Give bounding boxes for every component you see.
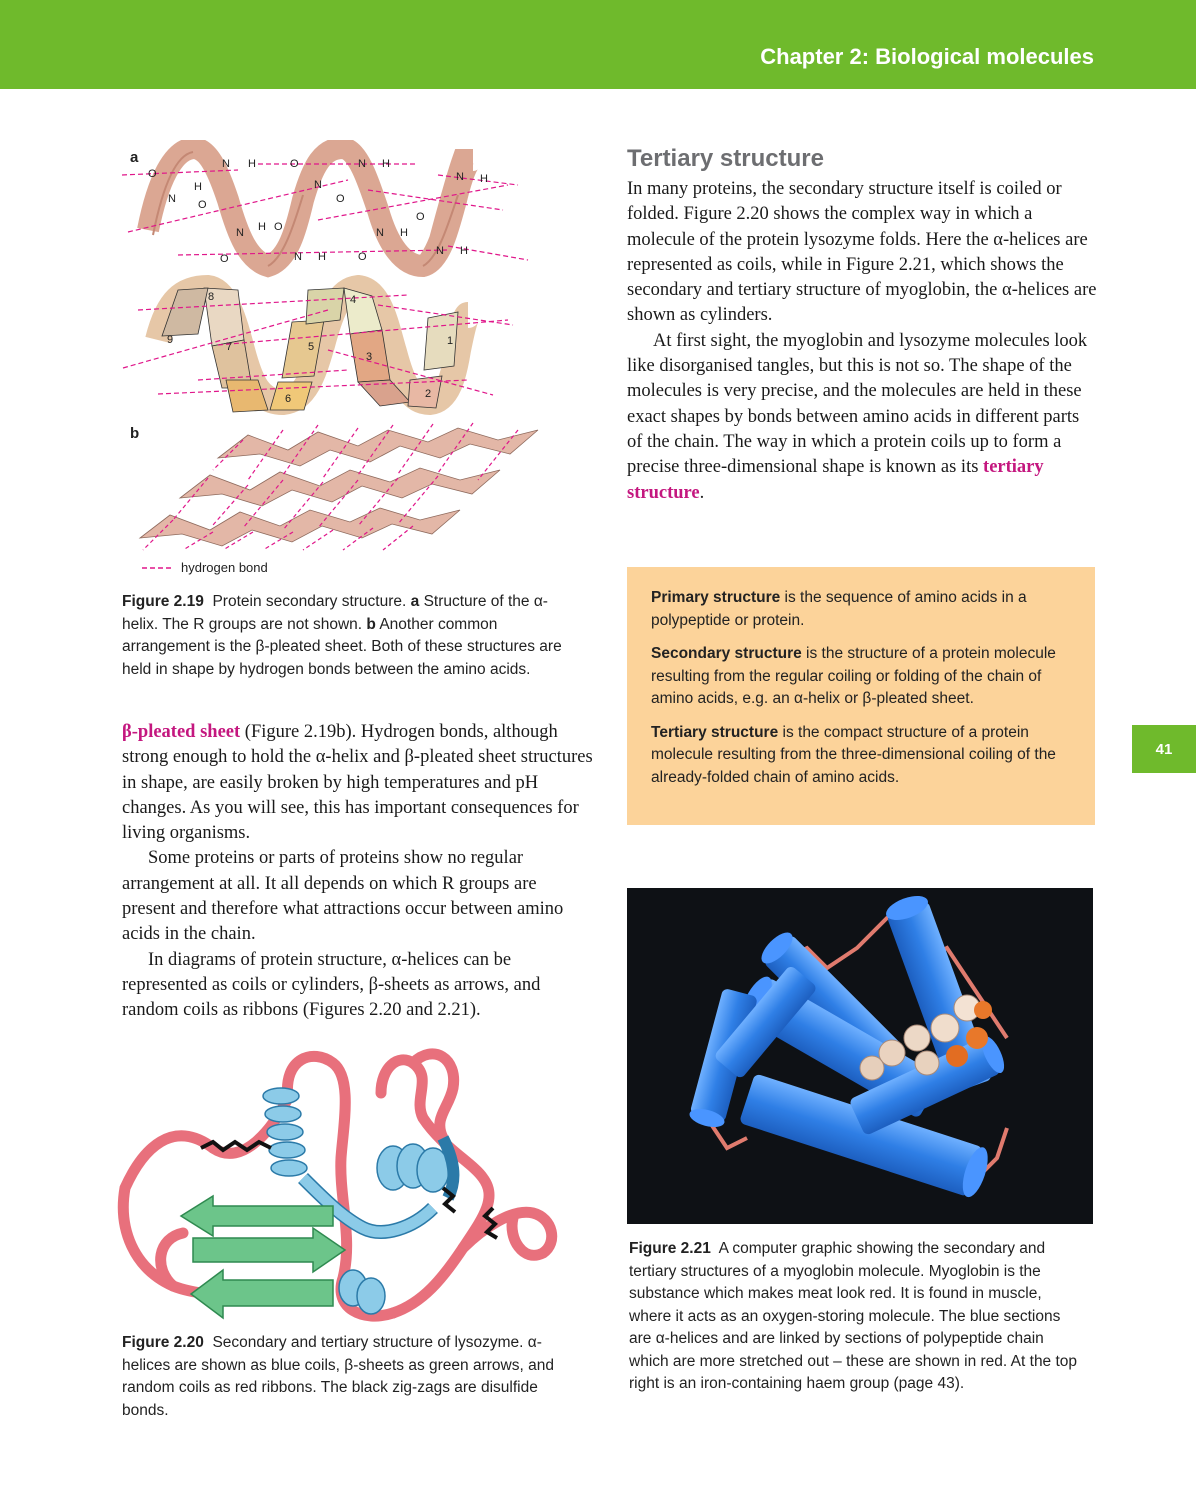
- key-term-tertiary-structure: tertiary structure: [627, 457, 1044, 503]
- svg-text:O: O: [416, 211, 425, 223]
- svg-text:N: N: [358, 158, 366, 170]
- random-coil-ribbons: [123, 1054, 551, 1316]
- svg-text:N: N: [294, 251, 302, 263]
- left-paragraph-3: In diagrams of protein structure, α-helices can be represented as coils or cylinders, β-sheets as arrows, and random coils as ribbons (Figures 2.20 and 2.21).: [122, 949, 541, 1021]
- svg-text:N: N: [456, 171, 464, 183]
- left-paragraph-1: β-pleated sheet (Figure 2.19b). Hydrogen bonds, although strong enough to hold the α-helix and β-pleated sheet structures in shape, are easily broken by high temperatures and pH changes. As you will see, this has important consequences for living organisms.: [122, 722, 593, 844]
- svg-text:H: H: [194, 181, 202, 193]
- key-definitions-box: [627, 567, 1095, 825]
- beta-pleated-sheet: [140, 428, 538, 546]
- svg-text:4: 4: [350, 294, 357, 306]
- alpha-helix-ribbon: [148, 148, 473, 266]
- chapter-title: Chapter 2: Biological molecules: [760, 44, 1094, 69]
- right-paragraph-2: At first sight, the myoglobin and lysozyme molecules look like disorganised tangles, but this is not so. The shape of the molecules is very precise, and the molecules are held in these exact shapes by bonds between amino acids in different parts of the chain. The way in which a protein coils up to form a precise three-dimensional shape is known as its tertiary structure.: [627, 330, 1088, 503]
- svg-text:N: N: [168, 193, 176, 205]
- figure-2-20-label: Figure 2.20: [122, 1334, 204, 1351]
- figure-2-20-caption: Figure 2.20 Secondary and tertiary structure of lysozyme. α-helices are shown as blue coils, β-sheets as green arrows, and random coils as red ribbons. The black zig-zags are disulfide bonds.: [122, 1334, 554, 1419]
- left-column-text: [122, 720, 594, 1024]
- svg-text:7: 7: [226, 341, 233, 353]
- svg-text:N: N: [222, 158, 230, 170]
- svg-text:N: N: [314, 179, 322, 191]
- svg-text:3: 3: [366, 351, 373, 363]
- definition-secondary-structure: Secondary structure is the structure of a protein molecule resulting from the regular coiling or folding of the chain of amino acids, e.g. an α-helix or β-pleated sheet.: [651, 645, 1056, 707]
- svg-text:O: O: [198, 199, 207, 211]
- figure-2-21-label: Figure 2.21: [629, 1240, 711, 1257]
- svg-text:O: O: [274, 221, 283, 233]
- svg-text:H: H: [248, 158, 256, 170]
- svg-text:1: 1: [447, 335, 454, 347]
- beta-sheet-arrows: [181, 1196, 345, 1318]
- svg-text:O: O: [290, 158, 299, 170]
- svg-text:H: H: [460, 245, 468, 257]
- svg-text:N: N: [436, 245, 444, 257]
- svg-text:H: H: [400, 227, 408, 239]
- svg-text:O: O: [336, 193, 345, 205]
- key-term-beta-pleated-sheet: β-pleated sheet: [122, 722, 241, 742]
- svg-text:N: N: [376, 227, 384, 239]
- svg-text:O: O: [358, 251, 367, 263]
- svg-text:H: H: [480, 173, 488, 185]
- left-paragraph-2: Some proteins or parts of proteins show no regular arrangement at all. It all depends on which R groups are present and therefore what attractions occur between amino acids in the chain.: [122, 848, 564, 945]
- panel-a-label: a: [130, 149, 139, 166]
- myoglobin-cylinders: [627, 888, 1093, 1224]
- svg-text:5: 5: [308, 341, 315, 353]
- svg-text:O: O: [148, 168, 157, 180]
- figure-2-20-lysozyme-illustration: [113, 1038, 561, 1330]
- page-number-tab: [1132, 725, 1196, 773]
- figure-2-19-caption: Figure 2.19 Protein secondary structure. a Structure of the α-helix. The R groups are not shown. b Another common arrangement is the β-pleated sheet. Both of these structures are held in shape by hydrogen bonds between the amino acids.: [122, 593, 562, 678]
- figure-2-19-illustration: [118, 140, 548, 580]
- svg-text:H: H: [318, 251, 326, 263]
- svg-text:O: O: [220, 253, 229, 265]
- svg-text:H: H: [382, 158, 390, 170]
- panel-b-label: b: [130, 425, 140, 442]
- right-paragraph-1: In many proteins, the secondary structure itself is coiled or folded. Figure 2.20 shows the complex way in which a molecule of the protein lysozyme folds. Here the α-helices are represented as coils, while in Figure 2.21, which shows the secondary and tertiary structure of myoglobin, the α-helices are shown as cylinders.: [627, 179, 1097, 326]
- svg-text:N: N: [236, 227, 244, 239]
- figure-2-21-caption: Figure 2.21 A computer graphic showing the secondary and tertiary structures of a myoglobin molecule. Myoglobin is the substance which makes meat look red. It is found in muscle, where it acts as an oxygen-storing molecule. The blue sections are α-helices and are linked by sections of polypeptide chain which are more stretched out – these are shown in red. At the top right is an iron-containing haem group (page 43).: [629, 1240, 1078, 1392]
- svg-text:2: 2: [425, 388, 432, 400]
- hydrogen-bond-legend-label: hydrogen bond: [181, 560, 268, 575]
- svg-text:8: 8: [208, 291, 215, 303]
- figure-2-21-myoglobin-graphic: [627, 888, 1093, 1224]
- page-number: 41: [1155, 740, 1173, 758]
- alpha-helix-cylinders: [688, 891, 1009, 1200]
- svg-text:9: 9: [167, 334, 174, 346]
- svg-text:6: 6: [285, 393, 292, 405]
- svg-text:H: H: [258, 221, 266, 233]
- definition-primary-structure: Primary structure is the sequence of amino acids in a polypeptide or protein.: [651, 589, 1027, 629]
- section-heading-tertiary-structure: Tertiary structure: [627, 145, 824, 172]
- right-column-text: [627, 177, 1097, 506]
- definition-tertiary-structure: Tertiary structure is the compact structure of a protein molecule resulting from the three-dimensional coiling of the already-folded chain of amino acids.: [651, 723, 1056, 786]
- figure-2-19-label: Figure 2.19: [122, 593, 204, 610]
